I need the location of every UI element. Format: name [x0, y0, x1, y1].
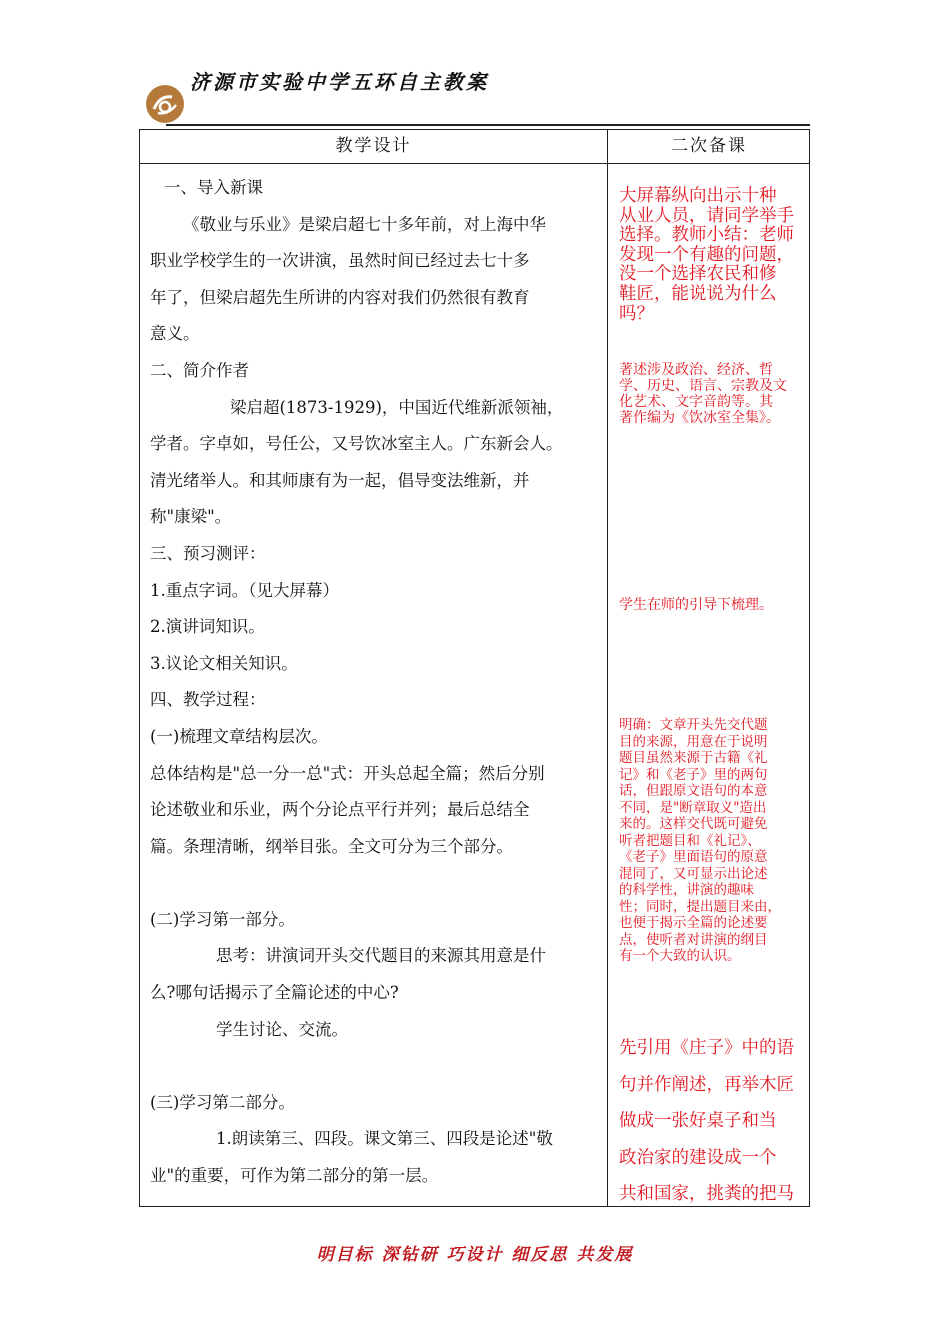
note-screen-activity: 大屏幕纵向出示十种 从业人员，请同学举手 选择。教师小结：老师 发现一个有趣的问题， 没一个选择农民和修 鞋匠，能说说为什么 吗？	[619, 186, 794, 324]
note-answer-explanation: 明确：文章开头先交代题 目的来源，用意在于说明 题目虽然来源于古籍《礼 记》和《老子》里的两句 话，但跟原文语句的本意 不同，是"断章取义"造出 来的。这样交代既可避免 听者把题目和《礼记》、 《老子》里面语句的原意 混同了，又可显示出论述 的科学性，讲演的趣味 性；同时，提出题目来由， 也便于揭示全篇的论述要 点，使听者对讲演的纲目 有一个大致的认识。	[619, 717, 781, 964]
author-line: 学者。字卓如，号任公，又号饮冰室主人。广东新会人。	[150, 434, 563, 454]
column-header-teaching-design: 教学设计	[335, 136, 412, 156]
subsection-part-one-heading: (二)学习第一部分。	[150, 909, 295, 929]
section-process-heading: 四、教学过程：	[150, 690, 266, 710]
header-rule	[166, 124, 810, 126]
header-divider	[140, 163, 809, 164]
teaching-design-content	[150, 170, 602, 1195]
author-line: 称"康梁"。	[150, 507, 232, 527]
section-intro-heading: 一、导入新课	[164, 178, 263, 197]
structure-line: 篇。条理清晰，纲举目张。全文可分为三个部分。	[150, 836, 513, 856]
footer-motto: 明目标 深钻研 巧设计 细反思 共发展	[316, 1245, 634, 1265]
column-header-second-prep: 二次备课	[671, 136, 747, 156]
note-structure-guidance: 学生在师的引导下梳理。	[619, 597, 773, 613]
subsection-part-two-heading: (三)学习第二部分。	[150, 1092, 295, 1112]
school-title: 济源市实验中学五环自主教案	[190, 70, 489, 94]
structure-line: 论述敬业和乐业，两个分论点平行并列；最后总结全	[150, 800, 530, 820]
intro-line: 意义。	[150, 324, 200, 344]
question-line: 么?哪句话揭示了全篇论述的中心?	[150, 983, 399, 1003]
author-line: 清光绪举人。和其师康有为一起，倡导变法维新，并	[150, 470, 530, 490]
structure-line: 总体结构是"总一分一总"式：开头总起全篇；然后分别	[150, 763, 545, 783]
note-part-two-analysis: 先引用《庄子》中的语 句并作阐述，再举木匠 做成一张好桌子和当 政治家的建设成一个 共和国家，挑粪的把马	[619, 1038, 794, 1204]
intro-line: 《敬业与乐业》是梁启超七十多年前，对上海中华	[183, 214, 546, 234]
subsection-structure-heading: (一)梳理文章结构层次。	[150, 726, 328, 746]
preview-item: 1.重点字词。（见大屏幕）	[150, 580, 339, 600]
intro-line: 年了，但梁启超先生所讲的内容对我们仍然很有教育	[150, 287, 530, 307]
column-divider	[607, 130, 608, 1206]
part-two-line: 业"的重要，可作为第二部分的第一层。	[150, 1166, 439, 1186]
intro-line: 职业学校学生的一次讲演，虽然时间已经过去七十多	[150, 251, 530, 271]
part-two-line: 1.朗读第三、四段。课文第三、四段是论述"敬	[216, 1129, 553, 1149]
preview-item: 2.演讲词知识。	[150, 617, 265, 637]
question-line: 思考：讲演词开头交代题目的来源其用意是什	[216, 946, 546, 966]
section-preview-heading: 三、预习测评：	[150, 543, 266, 563]
author-line: 梁启超(1873-1929)，中国近代维新派领袖，	[230, 397, 564, 417]
preview-item: 3.议论文相关知识。	[150, 653, 298, 673]
section-author-heading: 二、简介作者	[150, 360, 249, 380]
lesson-table	[139, 129, 810, 1207]
school-logo	[146, 85, 184, 123]
discussion-line: 学生讨论、交流。	[216, 1019, 348, 1039]
note-author-works: 著述涉及政治、经济、哲 学、历史、语言、宗教及文 化艺术、文字音韵等。其 著作编为《饮冰室全集》。	[619, 362, 787, 426]
